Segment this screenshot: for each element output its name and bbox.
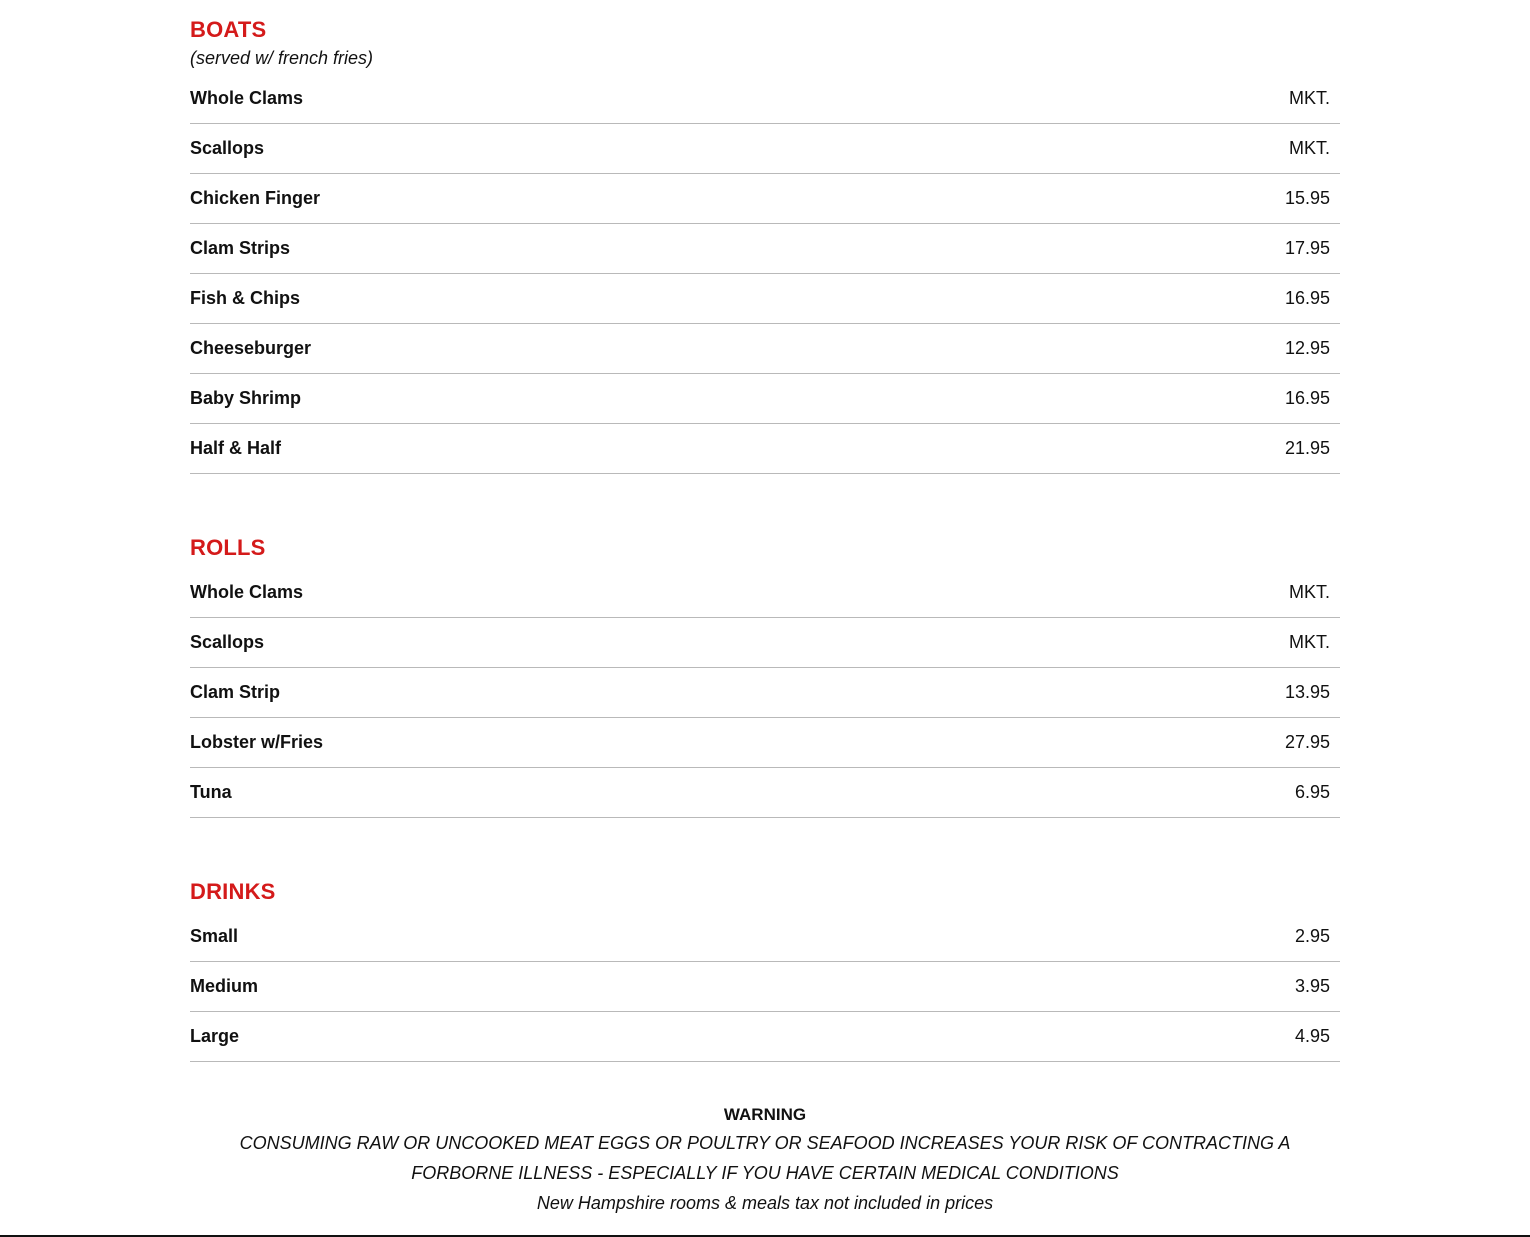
warning-line-1: CONSUMING RAW OR UNCOOKED MEAT EGGS OR POULTRY OR SEAFOOD INCREASES YOUR RISK OF CONTRACTING A [239, 1133, 1291, 1153]
item-name: Chicken Finger [190, 188, 321, 208]
menu-item [190, 74, 1340, 124]
item-name: Whole Clams [190, 582, 304, 602]
menu-item [190, 224, 1340, 274]
section-rolls [190, 534, 1340, 818]
menu-item [190, 718, 1340, 768]
item-name: Scallops [190, 632, 265, 652]
item-price: MKT. [1288, 138, 1330, 158]
section-title-rolls: ROLLS [190, 535, 266, 560]
boats-items [190, 74, 1340, 474]
rolls-items [190, 568, 1340, 818]
warning-title: WARNING [723, 1105, 807, 1124]
drinks-items [190, 912, 1340, 1062]
menu [190, 16, 1340, 1062]
item-name: Whole Clams [190, 88, 304, 108]
section-title-boats: BOATS [190, 17, 267, 42]
item-price: 4.95 [1294, 1026, 1330, 1046]
menu-item [190, 274, 1340, 324]
menu-item [190, 1012, 1340, 1062]
menu-item [190, 374, 1340, 424]
item-price: MKT. [1288, 582, 1330, 602]
item-name: Small [190, 926, 239, 946]
menu-item [190, 424, 1340, 474]
menu-item [190, 912, 1340, 962]
tax-note: New Hampshire rooms & meals tax not included in prices [536, 1193, 994, 1213]
item-name: Scallops [190, 138, 265, 158]
item-price: 3.95 [1294, 976, 1330, 996]
item-price: 17.95 [1284, 238, 1330, 258]
item-name: Clam Strip [190, 682, 281, 702]
warning-line-2: FORBORNE ILLNESS - ESPECIALLY IF YOU HAVE CERTAIN MEDICAL CONDITIONS [411, 1163, 1119, 1183]
item-price: 2.95 [1294, 926, 1330, 946]
menu-item [190, 618, 1340, 668]
item-price: 27.95 [1284, 732, 1330, 752]
menu-item [190, 668, 1340, 718]
item-price: MKT. [1288, 632, 1330, 652]
item-name: Half & Half [190, 438, 282, 458]
item-price: 16.95 [1284, 388, 1330, 408]
item-price: 21.95 [1284, 438, 1330, 458]
menu-item [190, 324, 1340, 374]
item-price: 6.95 [1294, 782, 1330, 802]
item-price: MKT. [1288, 88, 1330, 108]
item-price: 12.95 [1284, 338, 1330, 358]
item-name: Medium [190, 976, 259, 996]
item-name: Large [190, 1026, 240, 1046]
section-subtitle-boats: (served w/ french fries) [190, 48, 374, 68]
item-name: Lobster w/Fries [190, 732, 324, 752]
item-name: Cheeseburger [190, 338, 312, 358]
item-name: Clam Strips [190, 238, 291, 258]
warning-notice [190, 1102, 1340, 1218]
menu-item [190, 962, 1340, 1012]
item-price: 13.95 [1284, 682, 1330, 702]
menu-item [190, 124, 1340, 174]
menu-item [190, 174, 1340, 224]
item-price: 15.95 [1284, 188, 1330, 208]
item-name: Baby Shrimp [190, 388, 302, 408]
item-price: 16.95 [1284, 288, 1330, 308]
menu-item [190, 768, 1340, 818]
section-drinks [190, 878, 1340, 1062]
item-name: Fish & Chips [190, 288, 301, 308]
section-boats [190, 16, 1340, 474]
menu-item [190, 568, 1340, 618]
item-name: Tuna [190, 782, 232, 802]
section-title-drinks: DRINKS [190, 879, 276, 904]
